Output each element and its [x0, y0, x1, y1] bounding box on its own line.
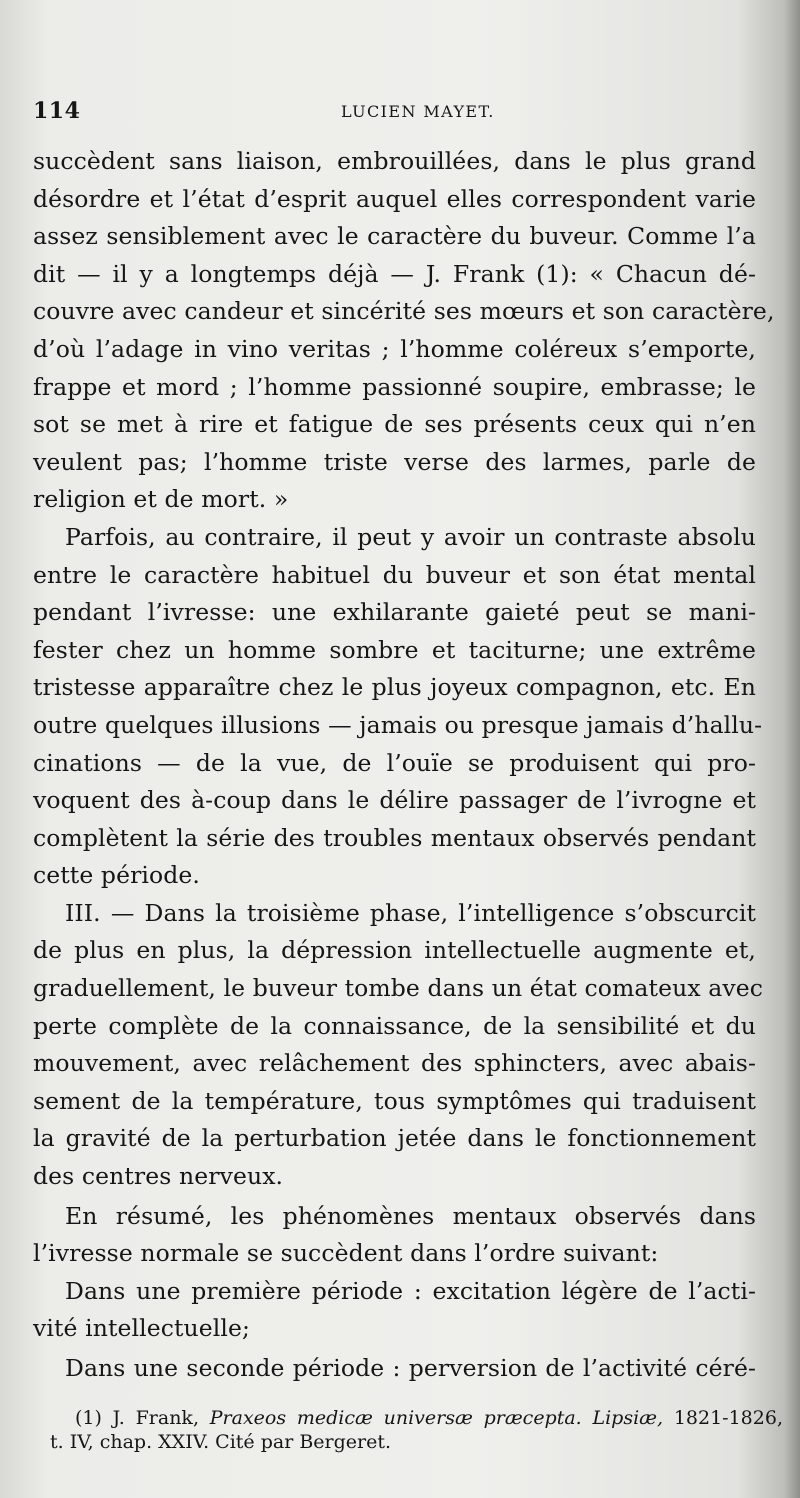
text-line: veulent pas; l’homme triste verse des larmes, parle de [33, 447, 756, 476]
text-line: Parfois, au contraire, il peut y avoir un contraste absolu [65, 522, 756, 551]
text-line: l’ivresse normale se succèdent dans l’ordre suivant: [33, 1239, 659, 1268]
footnote-suffix: 1821-1826, [663, 1407, 783, 1429]
text-line: dit — il y a longtemps déjà — J. Frank (1): « Chacun dé- [33, 259, 756, 288]
page-header [33, 98, 733, 132]
text-line: En résumé, les phénomènes mentaux observés dans [65, 1201, 756, 1230]
text-line: d’où l’adage in vino veritas ; l’homme coléreux s’emporte, [33, 334, 756, 363]
text-line: pendant l’ivresse: une exhilarante gaieté peut se mani- [33, 598, 756, 627]
text-line: Dans une seconde période : perversion de l’activité céré- [65, 1354, 756, 1382]
text-line: fester chez un homme sombre et taciturne; une extrême [33, 635, 756, 664]
running-head: LUCIEN MAYET. [341, 102, 495, 121]
text-line: succèdent sans liaison, embrouillées, dans le plus grand [33, 147, 756, 175]
text-line: des centres nerveux. [33, 1162, 284, 1191]
text-line: Dans une première période : excitation légère de l’acti- [65, 1276, 756, 1305]
text-line: mouvement, avec relâchement des sphincters, avec abais- [33, 1049, 756, 1078]
text-line: complètent la série des troubles mentaux observés pendant [33, 823, 756, 852]
text-line: couvre avec candeur et sincérité ses mœurs et son caractère, [33, 297, 775, 326]
page-number: 114 [33, 98, 81, 124]
text-line: perte complète de la connaissance, de la sensibilité et du [33, 1011, 756, 1040]
text-line: entre le caractère habituel du buveur et son état mental [33, 560, 756, 589]
text-line: de plus en plus, la dépression intellectuelle augmente et, [33, 936, 756, 965]
body-text [33, 143, 775, 1388]
text-line: voquent des à-coup dans le délire passager de l’ivrogne et [33, 786, 756, 815]
text-line: sot se met à rire et fatigue de ses présents ceux qui n’en [33, 410, 756, 439]
footnotes [50, 1406, 783, 1454]
footnote-prefix: (1) J. Frank, [75, 1407, 210, 1429]
text-line: tristesse apparaître chez le plus joyeux compagnon, etc. En [33, 673, 756, 702]
text-line: outre quelques illusions — jamais ou presque jamais d’hallu- [33, 710, 763, 739]
text-line: III. — Dans la troisième phase, l’intelligence s’obscurcit [65, 898, 756, 927]
text-line: sement de la température, tous symptômes qui traduisent [33, 1086, 756, 1115]
text-line: assez sensiblement avec le caractère du buveur. Comme l’a [33, 222, 756, 251]
text-line: cette période. [33, 861, 201, 890]
text-line: frappe et mord ; l’homme passionné soupire, embrasse; le [33, 372, 756, 401]
text-line: graduellement, le buveur tombe dans un état comateux avec [33, 974, 764, 1003]
text-line: religion et de mort. » [33, 485, 289, 514]
footnote-italic-title: Praxeos medicæ universæ præcepta. Lipsiæ, [209, 1407, 664, 1429]
footnote-line [75, 1406, 783, 1430]
footnote-line: t. IV, chap. XXIV. Cité par Bergeret. [50, 1431, 392, 1453]
text-line: désordre et l’état d’esprit auquel elles correspondent varie [33, 184, 756, 213]
text-line: cinations — de la vue, de l’ouïe se produisent qui pro- [33, 748, 756, 777]
text-line: la gravité de la perturbation jetée dans le fonctionnement [33, 1124, 756, 1153]
text-line: vité intellectuelle; [33, 1314, 251, 1343]
